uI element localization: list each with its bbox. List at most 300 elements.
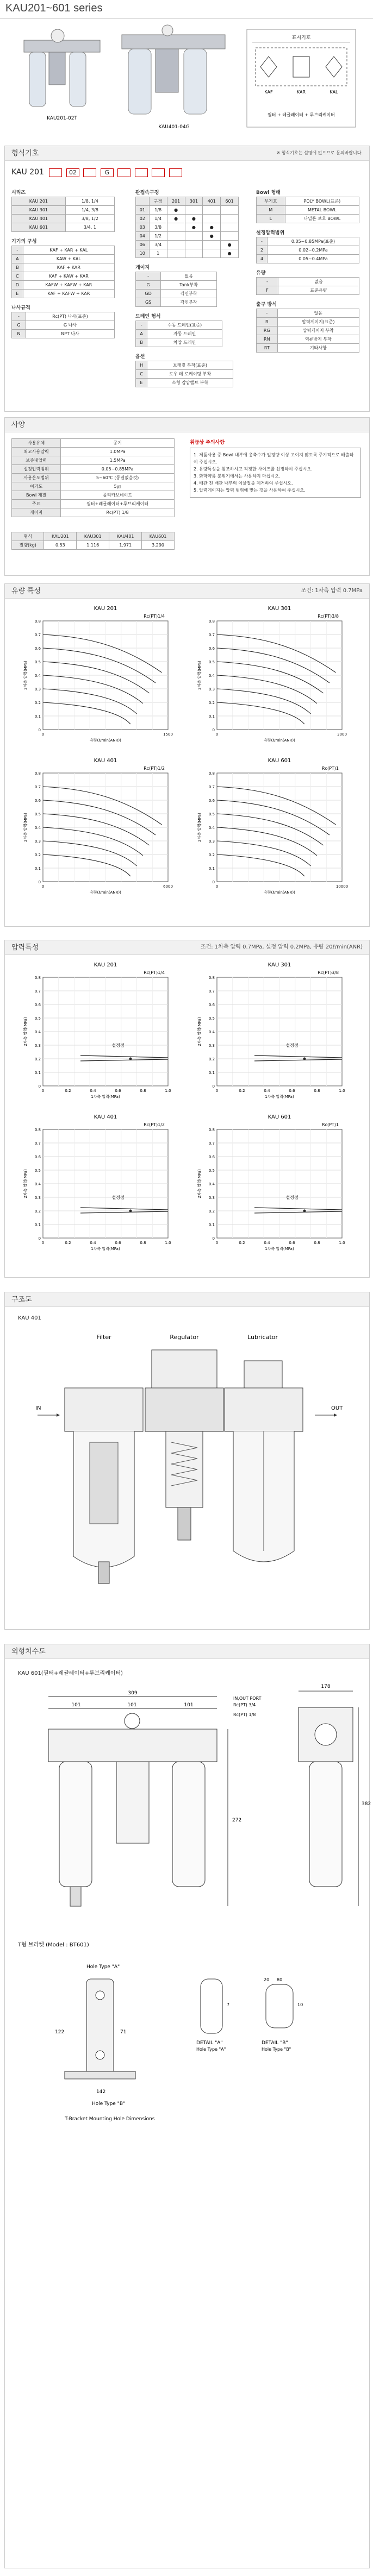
label-in: IN <box>35 1405 41 1411</box>
combo-cell: KAF + KAW + KAR <box>23 272 114 281</box>
y-tick: 0.7 <box>34 633 41 637</box>
port-cell <box>203 206 221 215</box>
pressure-cell: 0.05~0.85MPa(표준) <box>267 237 359 246</box>
port-cell: 1/8 <box>149 206 167 215</box>
dim-total: 309 <box>128 1691 138 1696</box>
spec-cell: 공기 <box>61 439 175 448</box>
x-tick: 0 <box>41 1089 45 1093</box>
y-tick: 0.8 <box>208 976 215 980</box>
setpoint-label: 설정점 <box>285 1195 299 1200</box>
x-tick: 0.2 <box>65 1241 71 1245</box>
gauge-row <box>136 272 217 281</box>
drain-cell: 수동 드레인(표준) <box>147 321 222 330</box>
drain-cell: 차압 드레인 <box>147 338 222 347</box>
gauge-cell: - <box>136 272 161 281</box>
x-tick: 0.6 <box>115 1089 121 1093</box>
x-axis-label: 1차측 압력(MPa) <box>91 1095 120 1099</box>
x-tick: 1.0 <box>339 1241 345 1245</box>
spec-row <box>12 500 175 508</box>
combo-row <box>12 255 115 263</box>
detail-a-dim: 7 <box>227 2002 230 2007</box>
spec-row <box>12 448 175 456</box>
combo-row <box>12 263 115 272</box>
drain-form-cell: R <box>257 318 278 326</box>
port-cell: ● <box>167 215 185 223</box>
thread-cell: N <box>12 330 26 338</box>
spec-cell: 주요 <box>12 500 61 508</box>
drain-form-row <box>257 335 359 344</box>
series-row <box>12 197 115 206</box>
option-cell: 브래킷 부착(표준) <box>147 361 233 370</box>
drain-form-cell: 압력게이지(표준) <box>277 318 359 326</box>
drain-table <box>135 321 222 347</box>
label-filter: Filter <box>96 1334 111 1341</box>
y-tick: 0.4 <box>34 1030 41 1034</box>
spec-cell: 사용유체 <box>12 439 61 448</box>
dim-c: 101 <box>184 1702 194 1708</box>
y-tick: 0.5 <box>208 1168 215 1173</box>
series-cell: 3/8, 1/2 <box>65 215 114 223</box>
symbol-title: 표시기호 <box>291 35 311 41</box>
label-lubricator: Lubricator <box>247 1334 278 1341</box>
y-tick: 0.4 <box>208 674 215 678</box>
x-tick: 0.6 <box>115 1241 121 1245</box>
drain-form-title: 출구 방식 <box>256 302 277 307</box>
port-header-cell: 601 <box>221 197 239 206</box>
y-tick: 0.8 <box>208 771 215 776</box>
x-tick: 0.8 <box>314 1089 320 1093</box>
detail-a-drawing <box>201 1979 222 2033</box>
spec-cell: 보증내압력 <box>12 456 61 465</box>
port-table <box>135 197 239 258</box>
y-tick: 0.7 <box>208 785 215 789</box>
x-tick: 0.4 <box>264 1241 270 1245</box>
port-row <box>136 232 239 241</box>
pressure-row <box>257 255 359 263</box>
order-col-2 <box>135 189 239 387</box>
x-axis-label: 1차측 압력(MPa) <box>265 1095 294 1099</box>
filter-cutaway <box>65 1388 143 1584</box>
drain-form-row <box>257 344 359 353</box>
port-cell <box>221 232 239 241</box>
spec-cell: 게이지 <box>12 508 61 517</box>
thread-cell: G <box>12 321 26 330</box>
port-cell: 01 <box>136 206 150 215</box>
x-tick: 0.2 <box>239 1089 245 1093</box>
x-tick: 0.2 <box>239 1241 245 1245</box>
y-tick: 0.6 <box>34 646 41 651</box>
gauge-cell: Tank부착 <box>161 281 217 290</box>
y-tick: 0.1 <box>208 714 215 719</box>
y-tick: 0.3 <box>34 1044 41 1048</box>
y-axis-label: 2차측 압력(MPa) <box>23 1169 28 1198</box>
gauge-row <box>136 298 217 307</box>
y-tick: 0.6 <box>34 799 41 803</box>
chart-title: KAU 301 <box>268 962 291 968</box>
gauge-cell: G <box>136 281 161 290</box>
spec-cell: 필터+레귤레이터+루브리케이터 <box>61 500 175 508</box>
pressure-header: 압력특성 <box>5 940 369 955</box>
series-cell: 3/4, 1 <box>65 223 114 232</box>
port-cell: 04 <box>136 232 150 241</box>
bowl-cell: POLY BOWL(표준) <box>285 197 359 206</box>
hero-section <box>13 24 360 138</box>
bowl-cell: METAL BOWL <box>285 206 359 215</box>
y-tick: 0.2 <box>208 1209 215 1214</box>
x-tick: 0.4 <box>90 1241 96 1245</box>
product-image-kau201 <box>24 29 100 106</box>
dimension-drawing <box>5 1664 371 2566</box>
drain-row <box>136 330 222 338</box>
y-tick: 0.6 <box>208 1003 215 1007</box>
weight-cell: 1.971 <box>109 541 142 550</box>
note-item: 1. 제품사용 중 Bowl 내부에 응축수가 일정량 이상 고이지 않도록 주기적으로 배출하여 주십시오. <box>194 453 354 464</box>
drain-form-cell: RT <box>257 344 278 353</box>
dim-height: 272 <box>232 1818 242 1823</box>
x-tick: 1500 <box>163 732 173 737</box>
spec-table <box>11 438 175 517</box>
code-slot <box>117 168 130 177</box>
option-table <box>135 361 233 387</box>
spec-row <box>12 491 175 500</box>
option-cell: 소형 감압밸브 부착 <box>147 379 233 387</box>
y-tick: 0.8 <box>34 976 41 980</box>
port-cell: ● <box>185 223 203 232</box>
code-slot-port: 02 <box>66 168 79 177</box>
spec-row <box>12 465 175 474</box>
note-item: 4. 배관 전 배관 내부의 이물질을 제거하여 주십시오. <box>194 481 293 486</box>
flow-charts <box>5 599 368 925</box>
port-cell <box>221 223 239 232</box>
series-table <box>11 197 115 232</box>
side-view <box>299 1707 353 1887</box>
drain-form-row <box>257 309 359 318</box>
y-tick: 0.8 <box>208 619 215 624</box>
note-item: 5. 압력게이지는 압력 범위에 맞는 것을 사용하여 주십시오. <box>194 488 306 493</box>
code-slot <box>169 168 182 177</box>
port-row <box>136 241 239 249</box>
notes-title: 취급상 주의사항 <box>190 440 225 445</box>
detail-b-dim2: 20 <box>264 1977 270 1982</box>
drain-form-row <box>257 326 359 335</box>
y-axis-label: 2차측 압력(MPa) <box>197 1017 202 1046</box>
code-slot <box>152 168 165 177</box>
y-tick: 0.5 <box>34 660 41 664</box>
series-cell: KAU 201 <box>12 197 66 206</box>
flow-note: 조건: 1차측 압력 0.7MPa <box>301 588 363 594</box>
combo-row <box>12 290 115 298</box>
y-tick: 0 <box>212 1236 215 1241</box>
weight-cell: 질량(kg) <box>12 541 44 550</box>
y-tick: 0.3 <box>208 839 215 844</box>
chart-title: KAU 601 <box>268 1114 291 1120</box>
x-tick: 0.4 <box>264 1089 270 1093</box>
drain-form-cell: 기타사항 <box>277 344 359 353</box>
hero-left-caption: KAU201-02T <box>47 116 77 121</box>
code-slot <box>135 168 148 177</box>
bowl-table <box>256 197 359 223</box>
structure-section <box>4 1292 370 1630</box>
y-tick: 0.5 <box>34 1168 41 1173</box>
chart-port: Rc(PT)1/4 <box>144 614 165 619</box>
y-tick: 0.8 <box>34 1128 41 1132</box>
combo-cell: - <box>12 246 23 255</box>
port-cell <box>203 249 221 258</box>
pressure-cell: - <box>257 237 268 246</box>
gauge-table <box>135 272 217 307</box>
thread-cell: - <box>12 312 26 321</box>
drain-cell: A <box>136 330 147 338</box>
x-tick: 0.8 <box>314 1241 320 1245</box>
y-tick: 0.3 <box>208 1196 215 1200</box>
drain-form-cell: 역류방지 부착 <box>277 335 359 344</box>
spec-cell: 0.05~0.85MPa <box>61 465 175 474</box>
spec-cell: Rc(PT) 1/8 <box>61 508 175 517</box>
y-tick: 0.4 <box>34 1182 41 1186</box>
port-row <box>136 206 239 215</box>
setpoint-marker <box>129 1058 132 1060</box>
y-tick: 0.1 <box>34 1223 41 1227</box>
x-tick: 0 <box>41 1241 45 1245</box>
spec-cell: 5~60℃ (동결없을것) <box>61 474 175 482</box>
option-cell: C <box>136 370 147 379</box>
spec-section <box>4 417 370 576</box>
flow-row <box>257 278 359 286</box>
detail-b-dim: 10 <box>297 2002 303 2007</box>
y-tick: 0.2 <box>34 1057 41 1061</box>
port-cell <box>167 249 185 258</box>
y-tick: 0.6 <box>208 799 215 803</box>
note-item: 3. 화학약품 분위기에서는 사용하지 마십시오. <box>194 474 281 479</box>
port-header-cell: 구경 <box>149 197 167 206</box>
y-tick: 0.3 <box>34 839 41 844</box>
x-tick: 1.0 <box>165 1241 171 1245</box>
port-cell: ● <box>167 206 185 215</box>
drain-form-row <box>257 318 359 326</box>
y-tick: 0.7 <box>208 633 215 637</box>
ordering-header: 형식기호 <box>5 146 369 161</box>
y-axis-label: 2차측 압력(MPa) <box>197 661 202 690</box>
spec-row <box>12 456 175 465</box>
notes-list <box>190 448 361 498</box>
port-cell: 02 <box>136 215 150 223</box>
bowl-cell: 나일론 보호 BOWL <box>285 215 359 223</box>
bowl-row <box>257 197 359 206</box>
bowl-cell: L <box>257 215 285 223</box>
port-cell: ● <box>185 215 203 223</box>
note-item: 2. 유량특성을 참조하시고 적정한 사이즈를 선정하여 주십시오. <box>194 467 313 472</box>
front-view <box>48 1713 217 1906</box>
y-tick: 0.3 <box>34 687 41 692</box>
bracket-dim-1: 122 <box>55 2030 65 2035</box>
y-tick: 0.3 <box>208 687 215 692</box>
flow-table <box>256 277 359 295</box>
y-tick: 0.2 <box>34 1209 41 1214</box>
combo-cell: D <box>12 281 23 290</box>
chart-port: Rc(PT)1/2 <box>144 766 165 771</box>
hero-right-caption: KAU401-04G <box>158 124 190 130</box>
setpoint-marker <box>129 1210 132 1212</box>
drain-form-cell: RN <box>257 335 278 344</box>
series-cell: KAU 601 <box>12 223 66 232</box>
y-tick: 0.6 <box>34 1155 41 1159</box>
y-tick: 0.2 <box>34 853 41 857</box>
flow-cell: F <box>257 286 278 295</box>
chart-title: KAU 401 <box>94 1114 117 1120</box>
port-row <box>136 249 239 258</box>
bracket-caption: T형 브라켓 (Model : BT601) <box>18 1942 89 1948</box>
port-cell <box>185 232 203 241</box>
combo-cell: KAFW + KAFW + KAR <box>23 281 114 290</box>
port-cell: 1 <box>149 249 167 258</box>
combo-row <box>12 246 115 255</box>
x-tick: 0 <box>215 1089 219 1093</box>
structure-header: 구조도 <box>5 1292 369 1307</box>
pressure-section <box>4 940 370 1278</box>
chart-port: Rc(PT)3/8 <box>318 970 339 975</box>
chart-port: Rc(PT)1/4 <box>144 970 165 975</box>
drain-form-cell: - <box>257 309 278 318</box>
symbol-label-kal: KAL <box>330 90 338 95</box>
spec-cell: 폴리카보네이트 <box>61 491 175 500</box>
weight-header-cell: KAU301 <box>77 532 109 541</box>
port-cell <box>185 241 203 249</box>
setpoint-label: 설정점 <box>285 1043 299 1048</box>
chart-port: Rc(PT)1/2 <box>144 1122 165 1127</box>
structure-model: KAU 401 <box>18 1315 41 1321</box>
y-tick: 0 <box>38 1236 41 1241</box>
x-tick: 0 <box>215 884 219 889</box>
x-tick: 6000 <box>163 884 173 889</box>
combo-cell: KAW + KAL <box>23 255 114 263</box>
combo-cell: E <box>12 290 23 298</box>
combo-row <box>12 272 115 281</box>
order-col-3 <box>256 189 359 353</box>
y-tick: 0.6 <box>34 1003 41 1007</box>
port-header-cell <box>136 197 150 206</box>
pressure-row <box>257 237 359 246</box>
x-tick: 0 <box>41 884 45 889</box>
y-tick: 0 <box>38 1084 41 1089</box>
y-tick: 0.2 <box>34 701 41 705</box>
y-axis-label: 2차측 압력(MPa) <box>197 813 202 842</box>
setpoint-marker <box>303 1058 306 1060</box>
chart-panel <box>197 1114 345 1251</box>
x-tick: 0.6 <box>289 1241 295 1245</box>
thread-table <box>11 312 115 338</box>
x-axis-label: 유량(ℓ/min(ANR)) <box>90 890 121 895</box>
dimensions-model: KAU 601(필터+레귤레이터+루브리케이터) <box>18 1670 123 1676</box>
y-tick: 0.7 <box>34 989 41 994</box>
combo-cell: KAF + KAR + KAL <box>23 246 114 255</box>
notes-box <box>190 438 361 498</box>
combo-title: 기기의 구성 <box>11 239 37 244</box>
drain-cell: B <box>136 338 147 347</box>
drain-title: 드레인 형식 <box>135 314 161 319</box>
gauge-cell: GD <box>136 290 161 298</box>
gauge-cell: GS <box>136 298 161 307</box>
pressure-charts <box>5 956 368 1276</box>
y-tick: 0.1 <box>34 714 41 719</box>
thread-cell: NPT 나사 <box>26 330 114 338</box>
series-title: 시리즈 <box>11 190 26 196</box>
combo-row <box>12 281 115 290</box>
label-regulator: Regulator <box>170 1334 199 1341</box>
bowl-row <box>257 206 359 215</box>
port-cell: 3/4 <box>149 241 167 249</box>
option-row <box>136 379 233 387</box>
y-axis-label: 2차측 압력(MPa) <box>23 813 28 842</box>
code-slot <box>83 168 96 177</box>
chart-panel <box>197 962 345 1099</box>
port-header-cell: 401 <box>203 197 221 206</box>
pressure-note: 조건: 1차측 압력 0.7MPa, 설정 압력 0.2MPa, 유량 20ℓ/min(ANR) <box>200 944 363 950</box>
pressure-title: 설정압력범위 <box>256 230 285 236</box>
y-tick: 0.5 <box>34 812 41 816</box>
y-axis-label: 2차측 압력(MPa) <box>23 1017 28 1046</box>
chart-panel <box>23 962 171 1099</box>
x-axis-label: 유량(ℓ/min(ANR)) <box>264 738 295 743</box>
spec-header: 사양 <box>5 418 369 432</box>
spec-cell: 사용온도범위 <box>12 474 61 482</box>
y-tick: 0.2 <box>208 701 215 705</box>
detail-a-title: DETAIL "A" <box>196 2040 223 2046</box>
drain-form-cell: RG <box>257 326 278 335</box>
weight-cell: 3.290 <box>142 541 175 550</box>
drain-cell: 자동 드레인 <box>147 330 222 338</box>
y-tick: 0.2 <box>208 853 215 857</box>
option-row <box>136 370 233 379</box>
code-prefix: KAU 201 <box>11 168 44 177</box>
dimensions-section <box>4 1644 370 2568</box>
chart-port: Rc(PT)3/8 <box>318 614 339 619</box>
flow-cell: - <box>257 278 278 286</box>
y-tick: 0.5 <box>208 660 215 664</box>
y-axis-label: 2차측 압력(MPa) <box>197 1169 202 1198</box>
y-tick: 0.1 <box>208 866 215 871</box>
y-tick: 0.8 <box>34 619 41 624</box>
dim-a: 101 <box>71 1702 81 1708</box>
weight-header-cell: 형식 <box>12 532 44 541</box>
port-cell <box>167 232 185 241</box>
chart-panel <box>23 606 173 743</box>
hero-illustration <box>13 24 360 138</box>
symbol-caption: 필터 + 레귤레이터 + 루브리케이터 <box>267 112 335 117</box>
detail-b-dim3: 80 <box>277 1977 283 1982</box>
flow-row <box>257 286 359 295</box>
y-tick: 0.7 <box>208 1141 215 1146</box>
thread-cell: Rc(PT) 나사(표준) <box>26 312 114 321</box>
series-row <box>12 206 115 215</box>
option-cell: H <box>136 361 147 370</box>
x-tick: 3000 <box>337 732 347 737</box>
code-slot-gauge: G <box>101 168 114 177</box>
y-tick: 0.6 <box>208 646 215 651</box>
x-axis-label: 1차측 압력(MPa) <box>91 1247 120 1251</box>
bowl-title: Bowl 형태 <box>256 190 281 196</box>
port-title: 관접속구경 <box>135 190 159 196</box>
combo-cell: A <box>12 255 23 263</box>
x-tick: 0 <box>41 732 45 737</box>
detail-b-drawing <box>266 1984 293 2028</box>
flow-header: 유량 특성 <box>5 584 369 599</box>
x-axis-label: 1차측 압력(MPa) <box>265 1247 294 1251</box>
structure-drawing <box>5 1323 368 1627</box>
combo-cell: C <box>12 272 23 281</box>
port-cell <box>167 241 185 249</box>
drain-form-cell: 없음 <box>277 309 359 318</box>
chart-panel <box>197 758 348 895</box>
